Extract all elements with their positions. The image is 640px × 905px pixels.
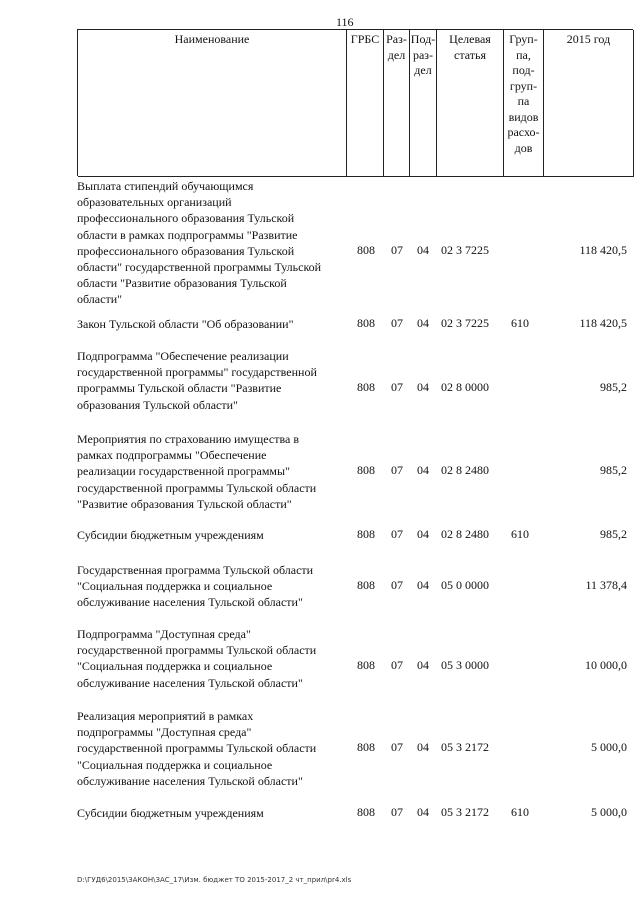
row-name-line: "Социальная поддержка и социальное: [77, 659, 273, 674]
header-line: груп-: [509, 78, 538, 93]
cell-razdel: 07: [391, 805, 403, 819]
table-header: [77, 29, 633, 176]
cell-amount-2015: 985,2: [600, 380, 627, 395]
row-name-line: подпрограммы "Доступная среда": [77, 725, 252, 740]
cell-grbs: 808: [357, 242, 375, 257]
cell-gruppa: 610: [511, 805, 529, 819]
row-name-line: Подпрограмма "Обеспечение реализации: [77, 349, 289, 363]
row-name-line: Выплата стипендий обучающимся: [77, 179, 254, 193]
row-name-line: "Социальная поддержка и социальное: [77, 757, 273, 772]
row-name-line: "Социальная поддержка и социальное: [77, 579, 273, 594]
row-name-line: обслуживание населения Тульской области": [77, 595, 303, 610]
row-name-line: Мероприятия по страхованию имущества в: [77, 432, 299, 446]
row-name-line: области" государственной программы Тульской: [77, 260, 322, 275]
cell-amount-2015: 11 378,4: [585, 578, 627, 593]
header-line: дел: [387, 47, 406, 62]
cell-celevaya-statya: 02 8 2480: [441, 463, 489, 478]
header-gruppa-vidov-rashodov: [504, 30, 544, 177]
row-name: [77, 708, 352, 789]
row-name-line: Государственная программа Тульской области: [77, 563, 314, 577]
row-name-line: государственной программы Тульской области: [77, 643, 317, 658]
cell-podrazdel: 04: [417, 463, 429, 478]
row-name-line: профессионального образования Тульской: [77, 211, 295, 226]
header-podrazdel: [410, 30, 437, 177]
cell-razdel: 07: [391, 242, 403, 257]
cell-razdel: 07: [391, 740, 403, 755]
cell-gruppa: 610: [511, 527, 529, 541]
cell-podrazdel: 04: [417, 658, 429, 673]
header-line: расхо-: [507, 125, 540, 139]
cell-amount-2015: 985,2: [600, 527, 627, 541]
cell-razdel: 07: [391, 463, 403, 478]
header-line: Под-: [410, 32, 436, 46]
cell-grbs: 808: [357, 578, 375, 593]
row-name: [77, 805, 352, 821]
cell-grbs: 808: [357, 527, 375, 541]
header-line: раз-: [412, 47, 434, 62]
row-name: [77, 527, 352, 543]
cell-amount-2015: 5 000,0: [591, 805, 627, 819]
row-name-line: Закон Тульской области "Об образовании": [77, 317, 294, 331]
row-name-line: государственной программы Тульской области: [77, 741, 317, 756]
cell-celevaya-statya: 02 8 0000: [441, 380, 489, 395]
row-name-line: рамках подпрограммы "Обеспечение: [77, 448, 267, 463]
header-year-2015: [544, 30, 634, 177]
cell-podrazdel: 04: [417, 242, 429, 257]
header-grbs: [347, 30, 384, 177]
cell-podrazdel: 04: [417, 578, 429, 593]
row-name-line: профессионального образования Тульской: [77, 243, 295, 258]
row-name-line: области в рамках подпрограммы "Развитие: [77, 227, 298, 242]
row-name-line: обслуживание населения Тульской области": [77, 773, 303, 788]
cell-razdel: 07: [391, 527, 403, 541]
cell-grbs: 808: [357, 316, 375, 330]
row-name-line: Реализация мероприятий в рамках: [77, 709, 254, 723]
cell-grbs: 808: [357, 463, 375, 478]
cell-podrazdel: 04: [417, 316, 429, 330]
header-line: Наименование: [174, 32, 250, 46]
header-line: видов: [508, 109, 539, 124]
cell-razdel: 07: [391, 658, 403, 673]
header-line: Целевая: [449, 32, 491, 46]
cell-amount-2015: 5 000,0: [591, 740, 627, 755]
cell-razdel: 07: [391, 380, 403, 395]
header-celevaya-statya: [437, 30, 504, 177]
header-line: Раз-: [386, 32, 407, 46]
cell-celevaya-statya: 05 3 0000: [441, 658, 489, 673]
row-name-line: обслуживание населения Тульской области": [77, 675, 303, 690]
row-name-line: программы Тульской области "Развитие: [77, 381, 282, 396]
header-line: статья: [454, 47, 486, 62]
header-line: 2015 год: [566, 32, 611, 46]
row-name-line: реализации государственной программы": [77, 464, 290, 479]
cell-amount-2015: 118 420,5: [579, 316, 627, 330]
header-line: па,: [516, 47, 531, 62]
row-name-line: Субсидии бюджетным учреждениям: [77, 806, 264, 820]
page-number: 116: [336, 15, 354, 29]
header-line: под-: [512, 63, 535, 77]
header-line: па: [517, 94, 530, 108]
cell-grbs: 808: [357, 805, 375, 819]
cell-celevaya-statya: 02 3 7225: [441, 242, 489, 257]
cell-razdel: 07: [391, 316, 403, 330]
cell-celevaya-statya: 05 0 0000: [441, 578, 489, 593]
row-name-line: образовательных организаций: [77, 195, 232, 210]
cell-celevaya-statya: 05 3 2172: [441, 740, 489, 755]
cell-celevaya-statya: 02 3 7225: [441, 316, 489, 330]
cell-celevaya-statya: 05 3 2172: [441, 805, 489, 819]
row-name-line: Подпрограмма "Доступная среда": [77, 627, 251, 641]
cell-amount-2015: 118 420,5: [579, 242, 627, 257]
row-name-line: области "Развитие образования Тульской: [77, 276, 287, 291]
cell-grbs: 808: [357, 740, 375, 755]
cell-celevaya-statya: 02 8 2480: [441, 527, 489, 541]
cell-gruppa: 610: [511, 316, 529, 330]
cell-podrazdel: 04: [417, 380, 429, 395]
cell-amount-2015: 985,2: [600, 463, 627, 478]
cell-podrazdel: 04: [417, 740, 429, 755]
row-name: [77, 626, 352, 691]
cell-razdel: 07: [391, 578, 403, 593]
cell-grbs: 808: [357, 658, 375, 673]
row-name: [77, 348, 352, 413]
row-name: [77, 316, 352, 332]
row-name-line: образования Тульской области": [77, 397, 238, 412]
file-path-footer: D:\ГУД6\2015\ЗАКОН\ЗАС_17\Изм. бюджет ТО 2015-2017_2 чт_прил\pr4.xls: [77, 876, 352, 884]
row-name-line: "Развитие образования Тульской области": [77, 496, 292, 511]
row-name-line: Субсидии бюджетным учреждениям: [77, 528, 264, 542]
header-line: дов: [514, 140, 533, 155]
header-line: Груп-: [509, 32, 538, 46]
header-razdel: [384, 30, 410, 177]
cell-amount-2015: 10 000,0: [585, 658, 627, 673]
header-line: ГРБС: [350, 32, 380, 46]
row-name: [77, 178, 352, 308]
row-name-line: государственной программы Тульской области: [77, 480, 317, 495]
row-name: [77, 562, 352, 611]
cell-podrazdel: 04: [417, 527, 429, 541]
cell-podrazdel: 04: [417, 805, 429, 819]
row-name-line: государственной программы" государственной: [77, 365, 317, 380]
row-name-line: области": [77, 292, 123, 307]
header-line: дел: [414, 63, 432, 77]
row-name: [77, 431, 352, 512]
cell-grbs: 808: [357, 380, 375, 395]
header-name: [78, 30, 347, 177]
